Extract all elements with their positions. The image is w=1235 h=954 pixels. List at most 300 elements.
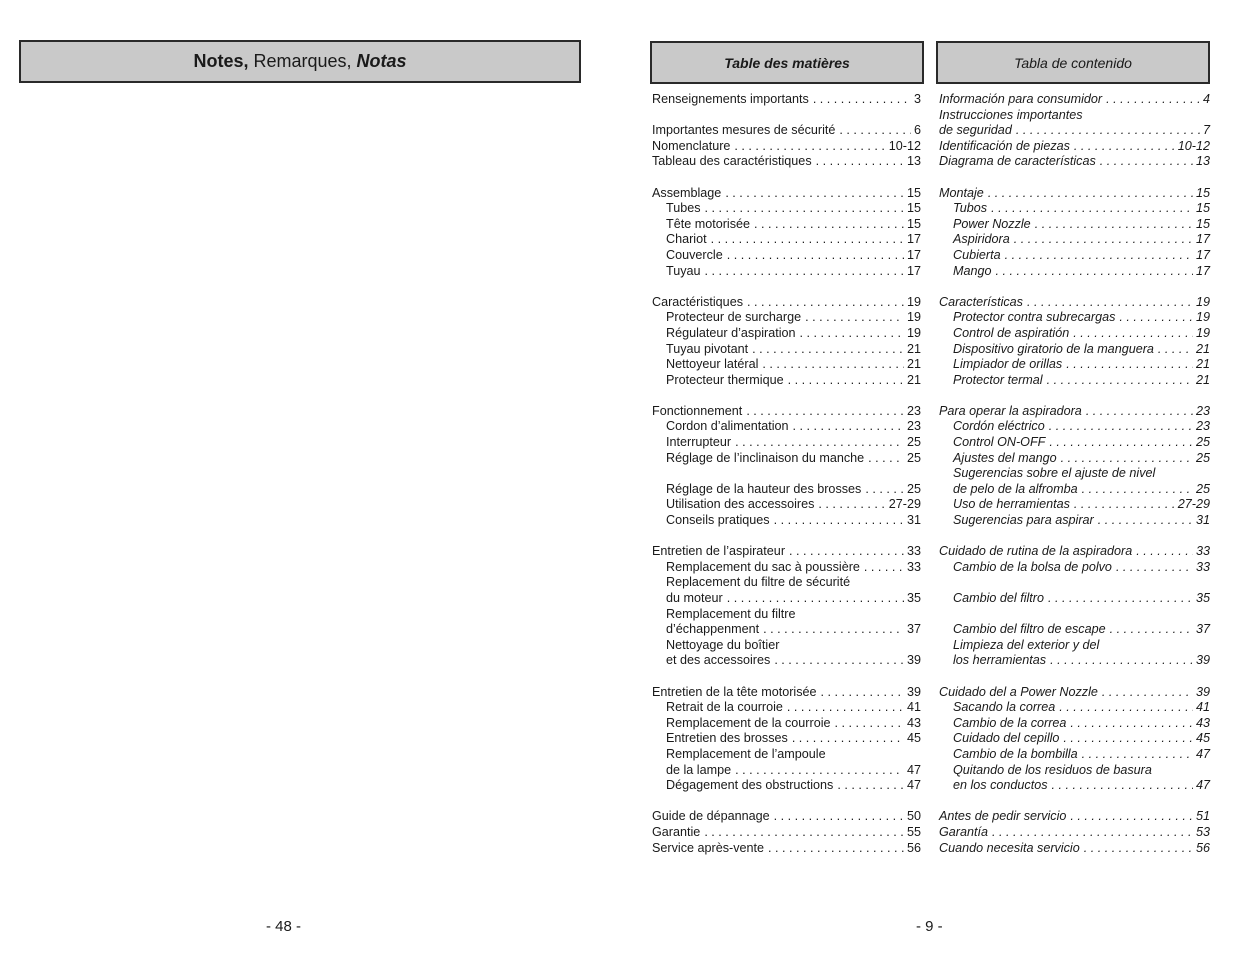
toc-entry [939,248,1210,264]
toc-title-es: Tabla de contenido [1014,54,1132,71]
toc-entry-page: 10-12 [1177,138,1210,153]
toc-leader-dots [1014,232,1193,248]
toc-leader-dots [1098,513,1193,529]
toc-entry [939,731,1210,747]
toc-spacer [939,607,1210,623]
toc-entry-page: 15 [906,201,921,216]
toc-entry-title: Cambio del filtro [953,591,1044,605]
toc-entry-page: 10-12 [888,138,921,153]
toc-entry-page: 43 [1195,715,1210,730]
toc-entry [652,778,921,794]
toc-entry-page: 13 [906,154,921,169]
toc-entry-page [918,638,921,654]
toc-entry [939,778,1210,794]
toc-entry-title: Control ON-OFF [953,435,1046,450]
toc-entry-page: 56 [1195,840,1210,855]
toc-leader-dots [752,342,904,358]
toc-entry-page: 13 [1195,154,1210,169]
toc-spacer [652,388,921,404]
toc-entry-title: Chariot [666,232,707,247]
toc-leader-dots [725,186,904,202]
toc-entry [652,373,921,389]
toc-leader-dots [864,560,904,576]
toc-entry-title: Remplacement du sac à poussière [666,559,860,574]
toc-entry-page: 47 [1195,746,1210,761]
toc-entry-page: 21 [906,372,921,387]
toc-leader-dots [839,123,911,139]
toc-list-es [939,92,1210,856]
toc-leader-dots [868,451,904,467]
toc-entry-page: 27-29 [888,497,921,512]
toc-leader-dots [818,497,885,513]
toc-leader-dots [830,747,918,763]
toc-entry-title: Garantie [652,824,701,839]
notes-header [19,40,581,83]
toc-leader-dots [1110,622,1193,638]
toc-leader-dots [1073,326,1193,342]
toc-entry-page [1207,108,1210,124]
toc-entry [652,716,921,732]
toc-leader-dots [788,373,904,389]
toc-entry-title: Limpieza del exterior y del [953,637,1100,652]
toc-entry [939,373,1210,389]
toc-entry-page: 21 [1195,357,1210,372]
toc-entry [939,342,1210,358]
toc-leader-dots [992,825,1193,841]
toc-leader-dots [821,685,904,701]
toc-entry [939,419,1210,435]
toc-entry-page: 27-29 [1177,497,1210,512]
toc-entry-title: Importantes mesures de sécurité [652,123,836,138]
toc-leader-dots [1070,716,1193,732]
toc-entry-page: 23 [906,419,921,434]
toc-entry-title: Cuando necesita servicio [939,840,1080,855]
toc-entry [652,809,921,825]
toc-entry [652,123,921,139]
toc-entry-title: Sugerencias sobre el ajuste de nivel [953,466,1156,481]
toc-entry [652,731,921,747]
toc-entry-page: 3 [913,92,921,106]
toc-entry-page [918,607,921,623]
toc-entry-title: Cambio de la correa [953,715,1067,730]
toc-entry-title: Cuidado del a Power Nozzle [939,684,1098,699]
toc-entry-title: Caractéristiques [652,294,743,309]
toc-leader-dots [800,607,919,623]
toc-entry-page [1207,763,1210,779]
toc-entry-page: 35 [906,591,921,605]
toc-entry-title: Réglage de l’inclinaison du manche [666,450,865,465]
toc-leader-dots [1074,139,1175,155]
toc-entry-page: 39 [1195,653,1210,668]
toc-entry-page: 33 [906,559,921,574]
toc-leader-dots [1159,466,1207,482]
toc-entry [939,638,1210,654]
toc-entry-title: Información para consumidor [939,92,1103,106]
toc-spacer [939,388,1210,404]
toc-entry-page: 39 [1195,684,1210,699]
toc-entry-title: Couvercle [666,247,723,262]
toc-entry [652,154,921,170]
toc-entry-page: 51 [1195,809,1210,824]
toc-leader-dots [1106,92,1200,108]
toc-entry-page: 23 [906,403,921,418]
toc-entry-page: 25 [1195,450,1210,465]
toc-entry-page: 19 [906,325,921,340]
toc-leader-dots [1082,482,1193,498]
toc-entry-page: 25 [1195,481,1210,496]
toc-entry [939,747,1210,763]
toc-leader-dots [1061,451,1193,467]
toc-leader-dots [1086,404,1193,420]
toc-entry [652,497,921,513]
toc-entry-title: Service après-vente [652,840,764,855]
toc-entry [652,513,921,529]
toc-entry [939,186,1210,202]
toc-entry-title: de pelo de la alfromba [953,481,1078,496]
toc-entry-page: 25 [906,435,921,450]
toc-entry-page: 33 [1195,559,1210,574]
toc-entry-title: Dégagement des obstructions [666,778,834,793]
toc-leader-dots [1027,295,1193,311]
toc-entry-page: 21 [1195,341,1210,356]
toc-entry-page: 31 [1195,513,1210,528]
toc-entry-page: 23 [1195,419,1210,434]
toc-entry-title: Tuyau [666,263,701,278]
toc-entry-title: Identificación de piezas [939,138,1070,153]
toc-entry [939,622,1210,638]
toc-entry-title: Tuyau pivotant [666,341,749,356]
toc-leader-dots [734,139,885,155]
toc-entry [939,560,1210,576]
toc-leader-dots [816,154,904,170]
toc-entry-title: Cambio del filtro de escape [953,622,1106,637]
toc-entry [652,685,921,701]
toc-leader-dots [792,731,904,747]
toc-entry-title: Instrucciones importantes [939,107,1083,122]
toc-entry-page [918,747,921,763]
toc-spacer [939,170,1210,186]
toc-entry-title: Nettoyeur latéral [666,357,759,372]
toc-entry [939,295,1210,311]
toc-entry [939,264,1210,280]
toc-entry [652,841,921,857]
toc-entry [652,186,921,202]
toc-entry-page: 19 [1195,294,1210,309]
toc-leader-dots [854,575,918,591]
toc-leader-dots [1082,747,1193,763]
toc-entry-title: Tête motorisée [666,216,750,231]
toc-entry-title: Diagrama de características [939,154,1096,169]
toc-entry-page: 55 [906,824,921,839]
toc-leader-dots [1158,342,1193,358]
toc-entry [939,482,1210,498]
toc-leader-dots [763,622,904,638]
toc-leader-dots [789,544,904,560]
toc-leader-dots [711,232,904,248]
toc-entry [939,653,1210,669]
toc-entry-page: 47 [906,762,921,777]
toc-entry [652,232,921,248]
toc-leader-dots [865,482,904,498]
toc-entry [652,201,921,217]
toc-entry-page: 17 [1195,247,1210,262]
toc-entry-page: 35 [1195,591,1210,605]
toc-entry-page: 19 [1195,310,1210,325]
toc-entry [652,560,921,576]
toc-entry-title: Protector contra subrecargas [953,310,1116,325]
toc-entry-title: de la lampe [666,762,732,777]
toc-leader-dots [1074,497,1175,513]
toc-entry-title: Antes de pedir servicio [939,809,1067,824]
toc-leader-dots [837,778,904,794]
toc-entry [652,295,921,311]
toc-entry-title: de seguridad [939,123,1012,138]
toc-entry [652,435,921,451]
toc-entry [652,357,921,373]
toc-entry-title: du moteur [666,591,723,605]
toc-entry [939,544,1210,560]
toc-leader-dots [1047,373,1193,389]
toc-leader-dots [805,310,904,326]
toc-list-fr [652,92,921,856]
toc-entry-title: Cordón eléctrico [953,419,1045,434]
toc-leader-dots [704,825,904,841]
toc-entry-page: 17 [1195,263,1210,278]
toc-entry-page: 47 [1195,778,1210,793]
toc-leader-dots [1016,123,1200,139]
toc-entry [652,653,921,669]
toc-entry-page: 19 [906,310,921,325]
toc-header-es [936,41,1210,84]
toc-entry-title: Replacement du filtre de sécurité [666,575,851,590]
toc-entry-title: et des accessoires [666,653,771,668]
toc-leader-dots [1070,809,1193,825]
toc-entry [652,326,921,342]
toc-entry-page: 17 [906,232,921,247]
toc-entry-page: 45 [1195,731,1210,746]
toc-entry-title: Remplacement du filtre [666,606,796,621]
toc-entry-page: 21 [1195,372,1210,387]
toc-entry [652,747,921,763]
toc-entry [939,108,1210,124]
toc-spacer [652,170,921,186]
toc-entry [939,435,1210,451]
toc-spacer [939,669,1210,685]
toc-entry [939,139,1210,155]
toc-leader-dots [705,201,904,217]
toc-entry [939,232,1210,248]
toc-entry [652,419,921,435]
toc-entry-title: Fonctionnement [652,403,743,418]
toc-entry [939,809,1210,825]
toc-leader-dots [1052,778,1193,794]
toc-entry-title: Para operar la aspiradora [939,403,1082,418]
toc-leader-dots [768,841,904,857]
toc-leader-dots [746,404,904,420]
toc-leader-dots [747,295,904,311]
toc-entry-title: Entretien de l’aspirateur [652,544,786,559]
toc-entry [939,404,1210,420]
toc-entry-page: 25 [906,450,921,465]
toc-entry [652,451,921,467]
toc-entry [652,763,921,779]
toc-leader-dots [1156,763,1207,779]
toc-entry-title: Retrait de la courroie [666,700,783,715]
toc-entry-page: 25 [1195,435,1210,450]
toc-entry [652,139,921,155]
toc-spacer [652,794,921,810]
toc-leader-dots [1084,841,1193,857]
toc-entry-title: Remplacement de la courroie [666,715,831,730]
toc-entry [652,404,921,420]
toc-entry-page: 25 [906,481,921,496]
toc-entry-title: Protecteur thermique [666,372,784,387]
toc-entry-title: Nettoyage du boîtier [666,637,780,652]
toc-leader-dots [793,419,904,435]
toc-entry [939,123,1210,139]
toc-leader-dots [1100,154,1193,170]
toc-entry-title: Conseils pratiques [666,513,770,528]
toc-entry-title: Renseignements importants [652,92,809,106]
toc-entry-title: Cordon d’alimentation [666,419,789,434]
toc-entry [939,310,1210,326]
toc-spacer [652,529,921,545]
toc-leader-dots [1050,653,1193,669]
toc-entry-page: 15 [1195,216,1210,231]
notes-header-es: Notas [356,51,407,71]
toc-spacer [939,575,1210,591]
toc-leader-dots [1035,217,1193,233]
toc-entry-title: Tubes [666,201,701,216]
toc-entry-title: Dispositivo giratorio de la manguera [953,341,1154,356]
toc-entry-title: Utilisation des accessoires [666,497,815,512]
toc-leader-dots [735,763,904,779]
toc-entry [939,825,1210,841]
toc-spacer [652,279,921,295]
toc-leader-dots [813,92,911,108]
toc-entry-title: Cubierta [953,247,1001,262]
toc-entry-page: 33 [1195,544,1210,559]
toc-entry-title: Limpiador de orillas [953,357,1063,372]
toc-entry-title: Mango [953,263,992,278]
toc-entry-page: 4 [1202,92,1210,106]
toc-entry-page [1207,466,1210,482]
toc-entry [652,342,921,358]
toc-entry [939,513,1210,529]
toc-entry-page: 15 [906,185,921,200]
toc-entry-page: 50 [906,809,921,824]
toc-entry-title: Cambio de la bolsa de polvo [953,559,1112,574]
toc-entry-title: Control de aspiratión [953,325,1070,340]
toc-entry-title: Assemblage [652,185,722,200]
toc-entry-title: Protecteur de surcharge [666,310,802,325]
notes-header-en: Notes, [193,51,249,71]
toc-entry-page: 47 [906,778,921,793]
toc-entry-title: Tubos [953,201,988,216]
toc-entry [939,326,1210,342]
toc-entry-title: Réglage de la hauteur des brosses [666,481,862,496]
toc-leader-dots [1103,638,1207,654]
toc-leader-dots [1136,544,1193,560]
toc-entry-title: Ajustes del mango [953,450,1057,465]
toc-leader-dots [1049,435,1193,451]
toc-leader-dots [727,248,904,264]
toc-entry-page: 56 [906,840,921,855]
toc-entry-page [1207,638,1210,654]
toc-entry [652,700,921,716]
toc-entry-title: los herramientas [953,653,1047,668]
toc-entry-title: Características [939,294,1023,309]
toc-leader-dots [774,809,904,825]
toc-entry [652,248,921,264]
toc-leader-dots [762,357,904,373]
toc-entry [939,201,1210,217]
toc-entry-page: 21 [906,341,921,356]
toc-entry-page: 33 [906,544,921,559]
toc-spacer [652,108,921,124]
toc-entry-page: 37 [1195,622,1210,637]
toc-entry [652,575,921,591]
toc-entry-page [918,575,921,591]
toc-leader-dots [988,186,1193,202]
toc-entry [652,217,921,233]
toc-entry [939,700,1210,716]
toc-entry-title: Protector termal [953,372,1043,387]
toc-entry-page: 23 [1195,403,1210,418]
toc-leader-dots [754,217,904,233]
toc-entry-page: 17 [906,247,921,262]
toc-entry-page: 41 [906,700,921,715]
toc-entry [652,591,921,607]
toc-entry-title: en los conductos [953,778,1048,793]
toc-leader-dots [1066,357,1193,373]
toc-entry [652,310,921,326]
toc-entry-title: Interrupteur [666,435,732,450]
toc-leader-dots [705,264,904,280]
toc-entry-title: Sugerencias para aspirar [953,513,1094,528]
toc-entry [652,825,921,841]
toc-entry-title: Entretien de la tête motorisée [652,684,817,699]
toc-entry-page: 7 [1202,123,1210,138]
toc-leader-dots [1102,685,1193,701]
notes-header-fr: Remarques, [248,51,357,71]
toc-entry-page: 45 [906,731,921,746]
toc-entry [939,451,1210,467]
toc-leader-dots [1048,591,1193,607]
toc-entry-page: 17 [1195,232,1210,247]
toc-entry [652,544,921,560]
toc-entry [939,685,1210,701]
toc-entry [939,497,1210,513]
toc-entry-title: Aspiridora [953,232,1010,247]
toc-leader-dots [1005,248,1193,264]
toc-entry-title: Cuidado del cepillo [953,731,1060,746]
toc-entry [652,264,921,280]
toc-entry-title: Garantía [939,824,989,839]
toc-entry-page: 41 [1195,700,1210,715]
toc-leader-dots [1059,700,1193,716]
toc-leader-dots [996,264,1193,280]
toc-leader-dots [991,201,1193,217]
toc-entry-page: 31 [906,513,921,528]
toc-entry [939,217,1210,233]
toc-entry [939,591,1210,607]
toc-entry [939,92,1210,108]
toc-entry-page: 19 [1195,325,1210,340]
toc-entry-title: Entretien des brosses [666,731,788,746]
toc-entry-page: 15 [906,216,921,231]
toc-leader-dots [774,513,904,529]
